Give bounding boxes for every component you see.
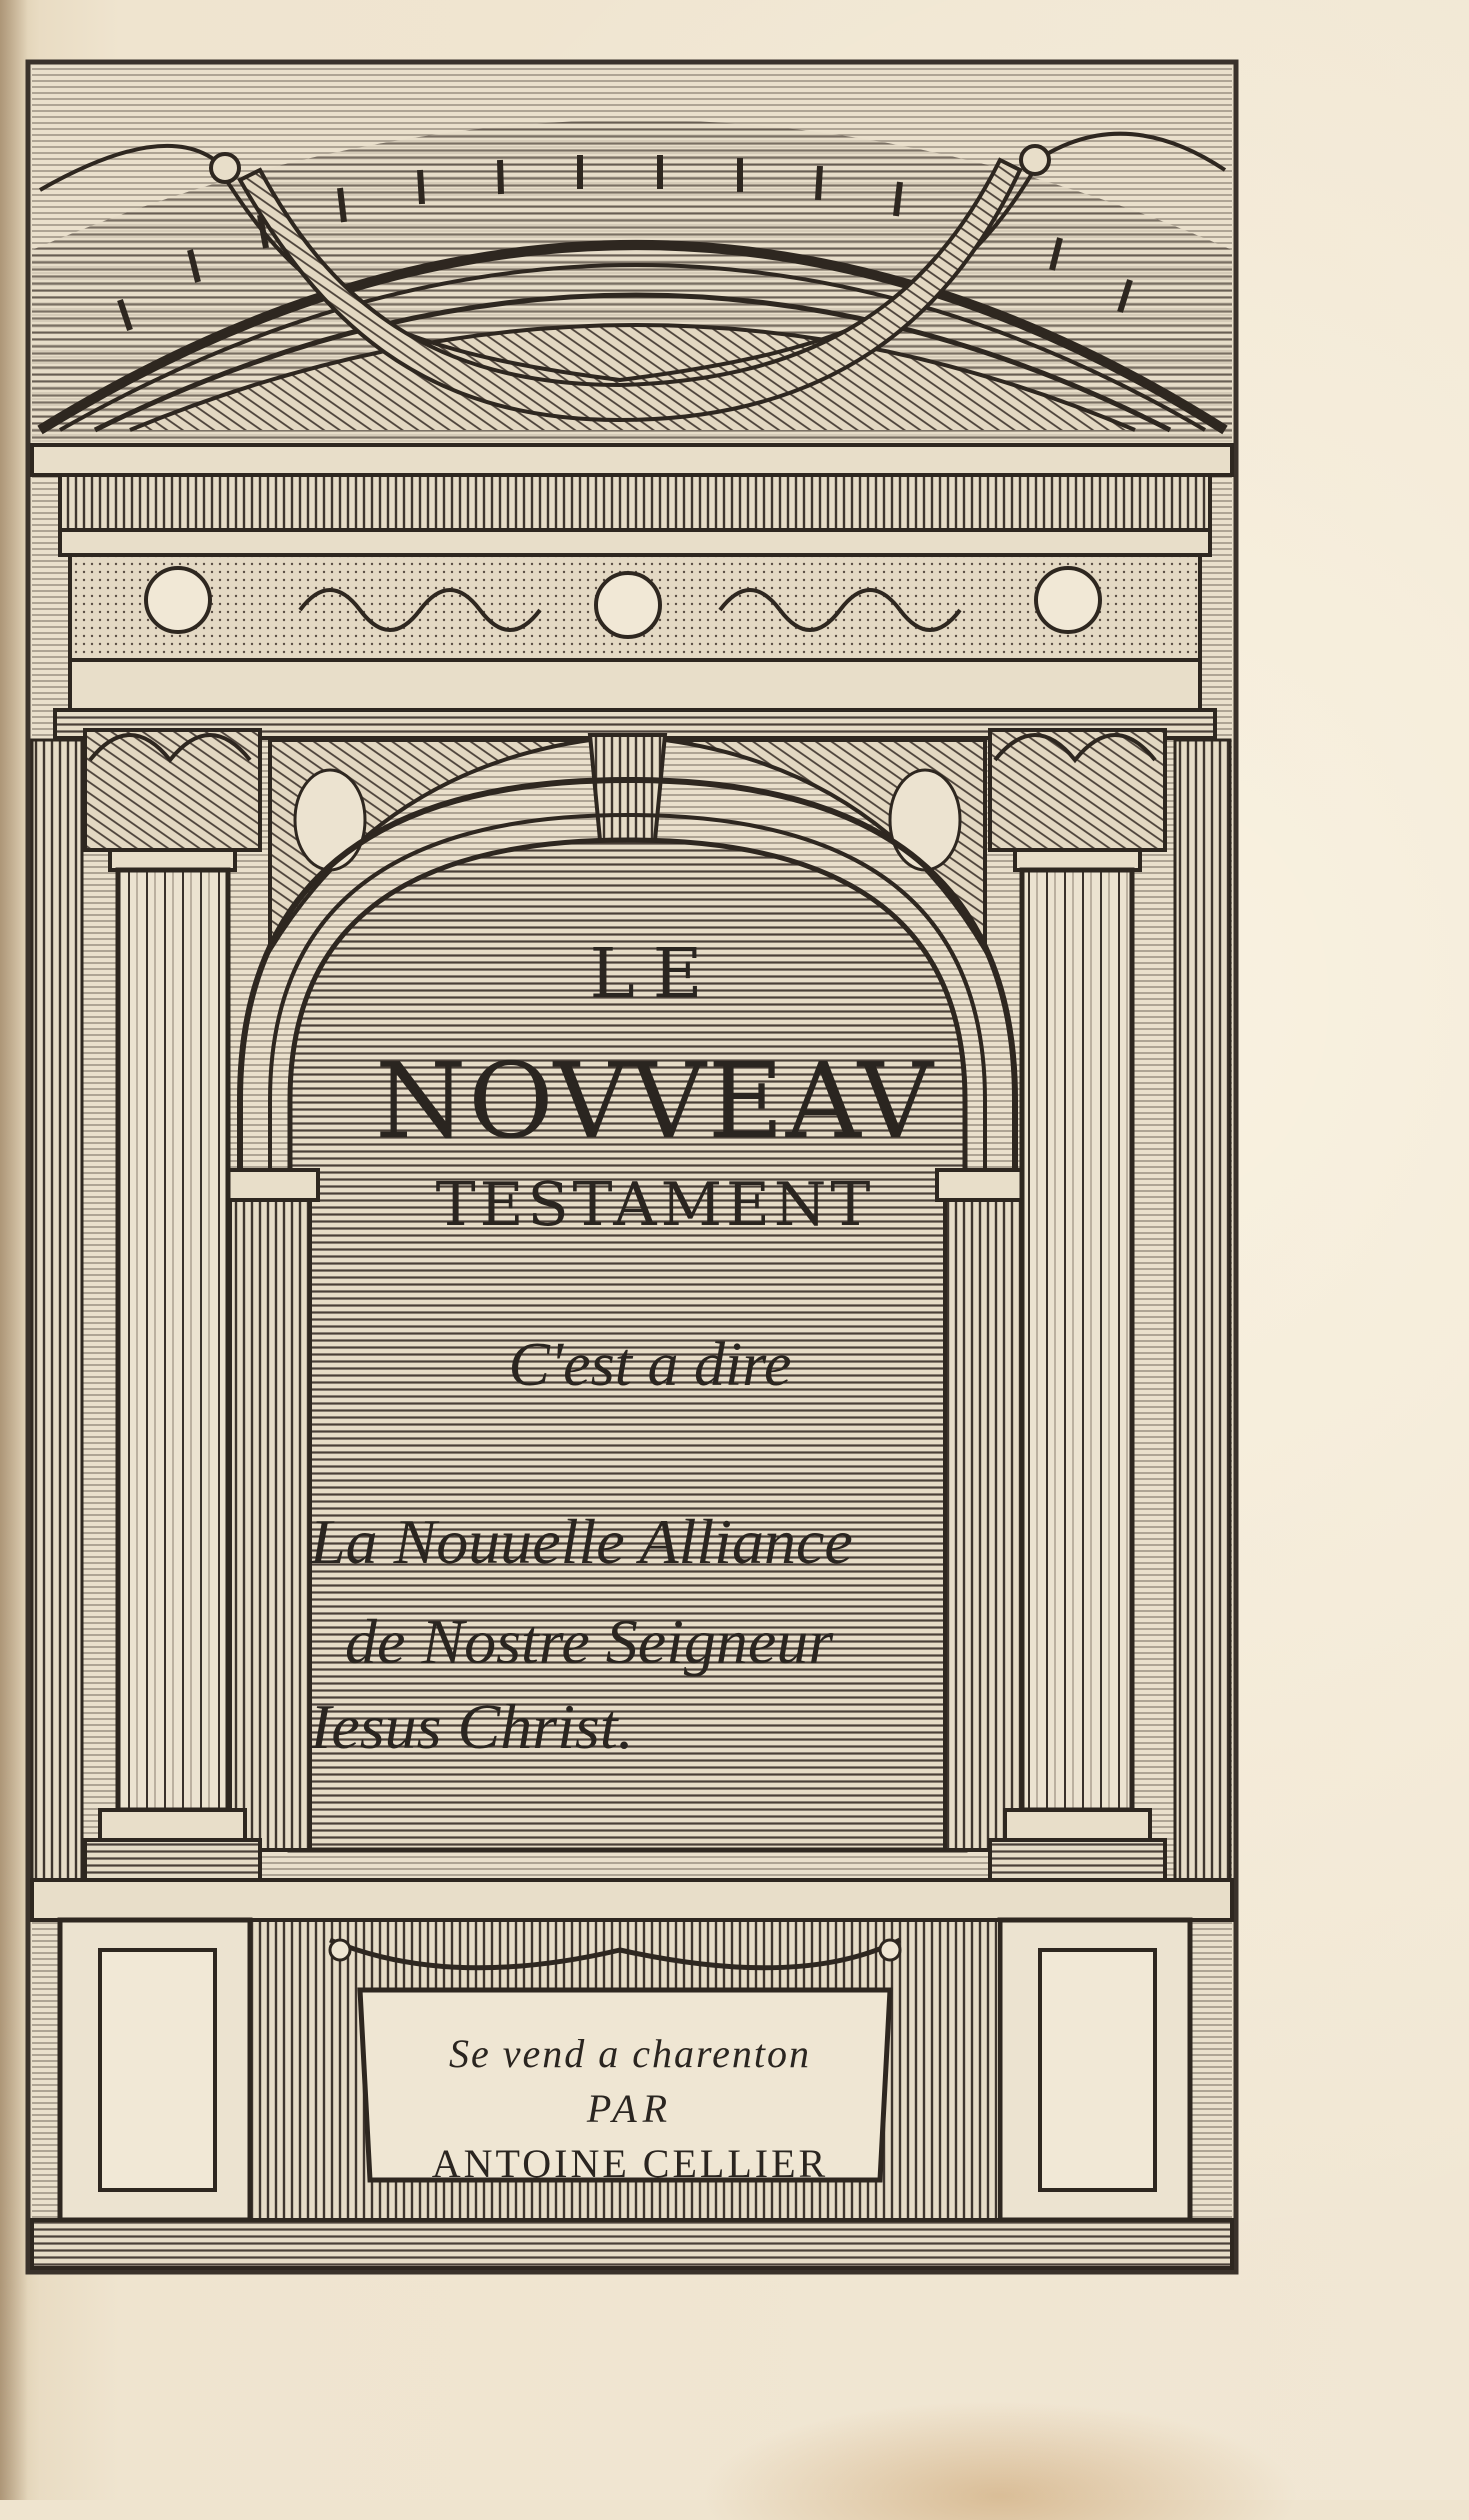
subtitle-cest-a-dire: C'est a dire (508, 1331, 792, 1399)
imprint-line-3: ANTOINE CELLIER (431, 2141, 829, 2186)
imprint-line-1: Se vend a charenton (449, 2031, 811, 2076)
title-line-le: LE (589, 935, 721, 1014)
title-line-testament: TESTAMENT (435, 1170, 875, 1240)
alliance-line-3: Iesus Christ. (310, 1691, 634, 1762)
alliance-line-1: La Nouuelle Alliance (310, 1506, 853, 1577)
alliance-line-2: de Nostre Seigneur (345, 1606, 834, 1677)
imprint-line-2: PAR (586, 2086, 674, 2131)
title-line-nouveau: NOVVEAV (375, 1040, 935, 1162)
